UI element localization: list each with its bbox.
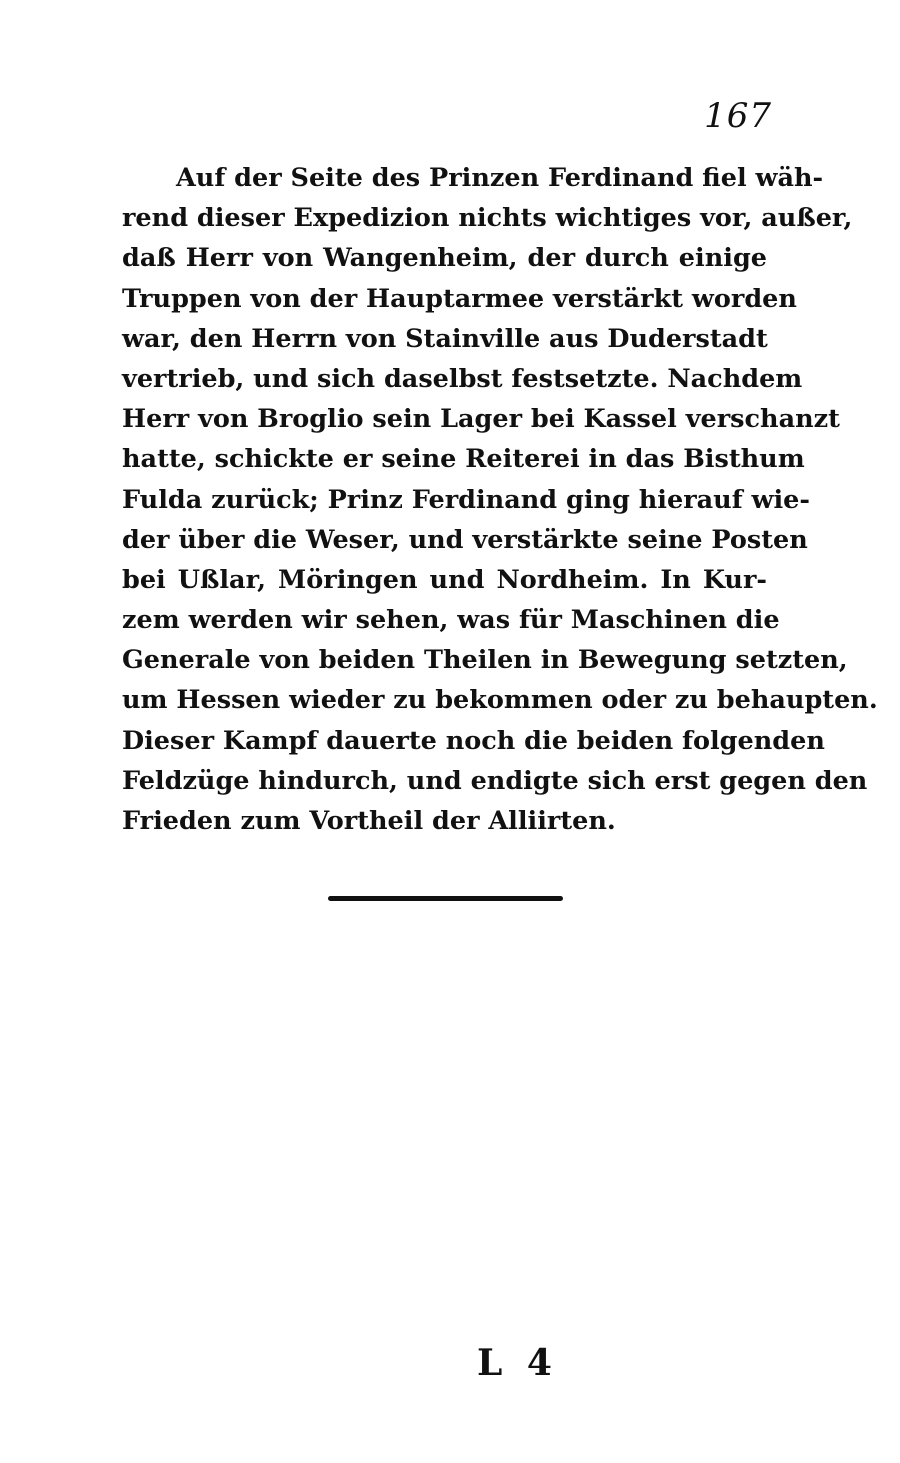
- text-line: Truppen von der Hauptarmee verstärkt worden: [122, 283, 797, 314]
- text-line: war, den Herrn von Stainville aus Duderstadt: [122, 323, 768, 354]
- section-divider: [328, 896, 563, 901]
- text-line: Feldzüge hindurch, und endigte sich erst gegen den: [122, 765, 868, 796]
- body-paragraph: [122, 158, 878, 841]
- text-line: vertrieb, und sich daselbst festsetzte. Nachdem: [122, 363, 803, 394]
- text-line: Auf der Seite des Prinzen Ferdinand fiel wäh-: [176, 163, 824, 193]
- text-line: Generale von beiden Theilen in Bewegung setzten,: [122, 645, 848, 676]
- text-line: um Hessen wieder zu bekommen oder zu behaupten.: [122, 685, 878, 716]
- text-line: Frieden zum Vortheil der Alliirten.: [122, 806, 616, 836]
- text-line: Fulda zurück; Prinz Ferdinand ging hierauf wie-: [122, 484, 810, 515]
- text-line: daß Herr von Wangenheim, der durch einige: [122, 243, 767, 274]
- text-line: bei Ußlar, Möringen und Nordheim. In Kur-: [122, 564, 767, 595]
- signature-mark: L 4: [477, 1342, 558, 1384]
- text-line: der über die Weser, und verstärkte seine Posten: [122, 524, 808, 555]
- page-number: 167: [704, 96, 772, 136]
- text-line: rend dieser Expedizion nichts wichtiges vor, außer,: [122, 203, 853, 234]
- text-line: Herr von Broglio sein Lager bei Kassel verschanzt: [122, 404, 840, 435]
- text-line: zem werden wir sehen, was für Maschinen die: [122, 605, 780, 636]
- text-line: Dieser Kampf dauerte noch die beiden folgenden: [122, 725, 825, 756]
- text-line: hatte, schickte er seine Reiterei in das Bisthum: [122, 444, 805, 475]
